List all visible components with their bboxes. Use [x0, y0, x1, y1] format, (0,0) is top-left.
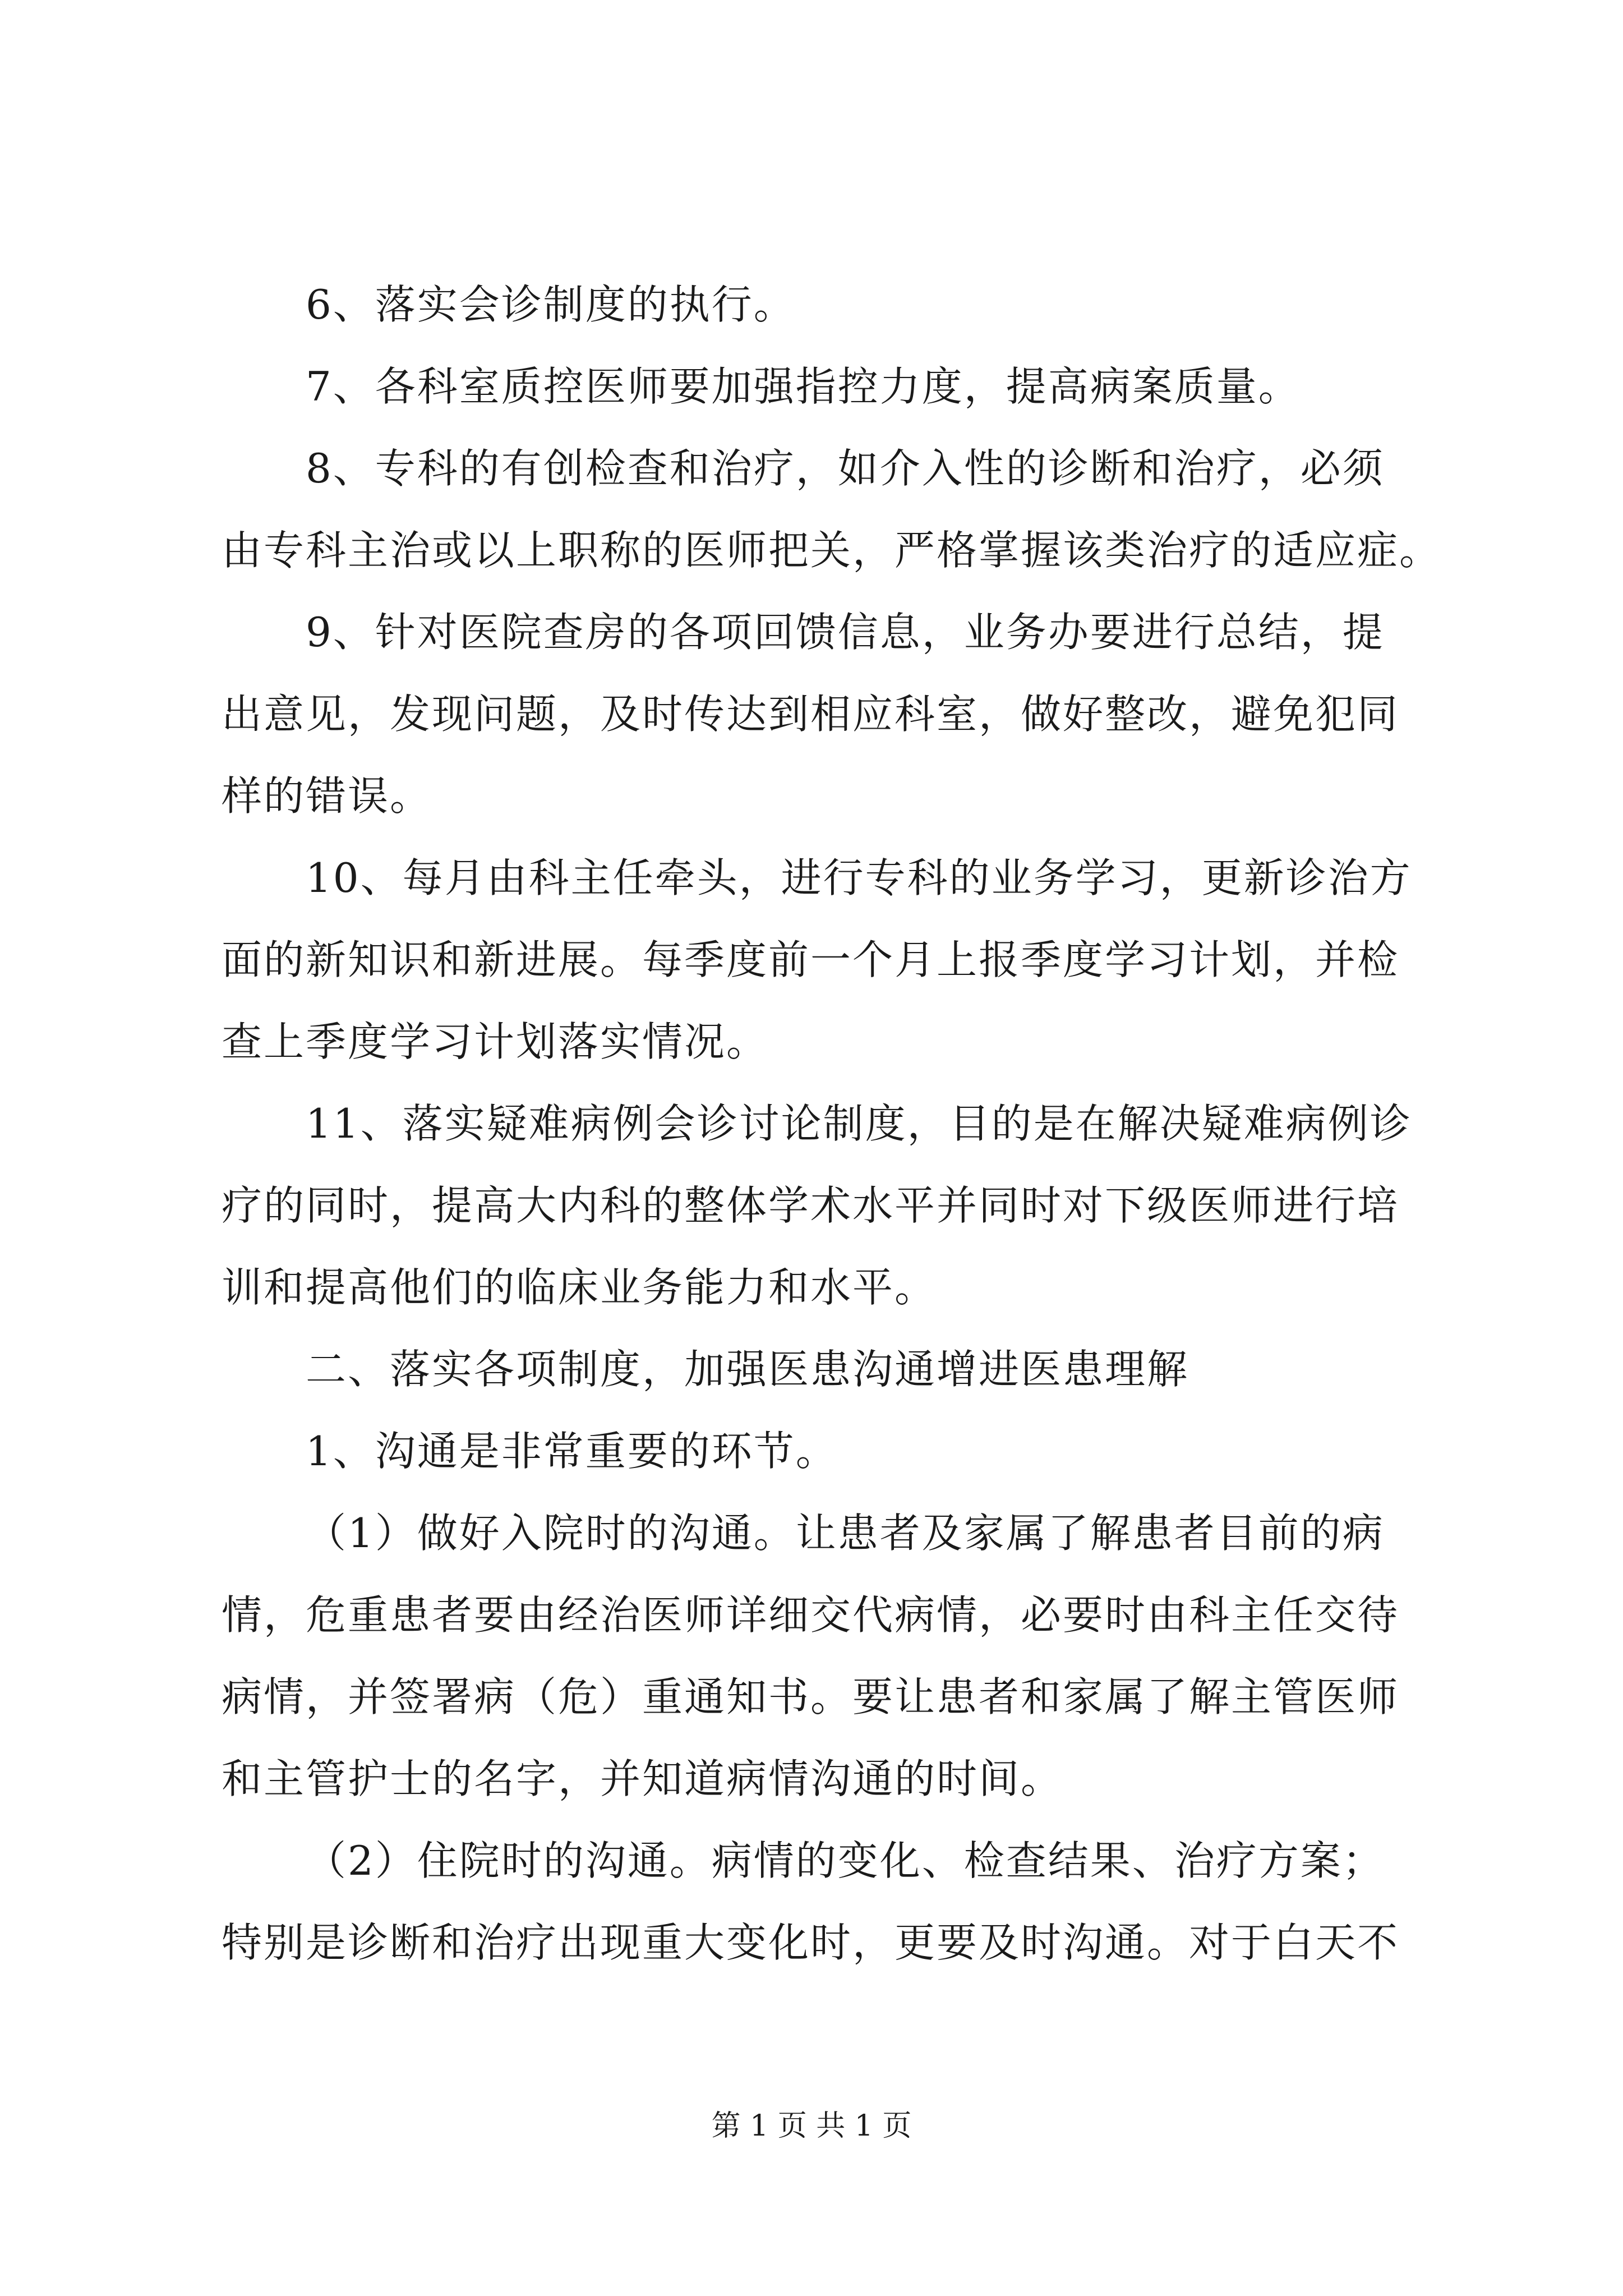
text-line: （2）住院时的沟通。病情的变化、检查结果、治疗方案； [306, 1837, 1385, 1884]
text-line: 7、各科室质控医师要加强指控力度，提高病案质量。 [306, 363, 1301, 410]
text-line: 面的新知识和新进展。每季度前一个月上报季度学习计划，并检 [222, 936, 1400, 983]
text-line: 情，危重患者要由经治医师详细交代病情，必要时由科主任交待 [222, 1591, 1400, 1639]
text-line: 样的错误。 [222, 772, 432, 820]
text-line: 训和提高他们的临床业务能力和水平。 [222, 1264, 937, 1311]
text-line: 6、落实会诊制度的执行。 [306, 281, 796, 328]
text-line: 疗的同时，提高大内科的整体学术水平并同时对下级医师进行培 [222, 1182, 1400, 1229]
text-line: 11、落实疑难病例会诊讨论制度，目的是在解决疑难病例诊 [306, 1100, 1412, 1147]
text-line: 由专科主治或以上职称的医师把关，严格掌握该类治疗的适应症。 [222, 527, 1442, 574]
page-number-footer: 第 1 页 共 1 页 [711, 2109, 912, 2143]
text-line: 8、专科的有创检查和治疗，如介入性的诊断和治疗，必须 [306, 445, 1385, 492]
document-body [222, 264, 1442, 1984]
text-line: 查上季度学习计划落实情况。 [222, 1018, 769, 1065]
section-heading: 二、落实各项制度，加强医患沟通增进医患理解 [306, 1346, 1189, 1393]
text-line: 10、每月由科主任牵头，进行专科的业务学习，更新诊治方 [306, 854, 1412, 901]
text-line: 出意见，发现问题，及时传达到相应科室，做好整改，避免犯同 [222, 691, 1400, 738]
text-line: 和主管护士的名字，并知道病情沟通的时间。 [222, 1755, 1063, 1802]
text-line: 病情，并签署病（危）重通知书。要让患者和家属了解主管医师 [222, 1673, 1400, 1720]
text-line: 1、沟通是非常重要的环节。 [306, 1428, 838, 1475]
text-line: 特别是诊断和治疗出现重大变化时，更要及时沟通。对于白天不 [222, 1919, 1400, 1966]
text-line: （1）做好入院时的沟通。让患者及家属了解患者目前的病 [306, 1510, 1385, 1557]
text-line: 9、针对医院查房的各项回馈信息，业务办要进行总结，提 [306, 609, 1385, 656]
